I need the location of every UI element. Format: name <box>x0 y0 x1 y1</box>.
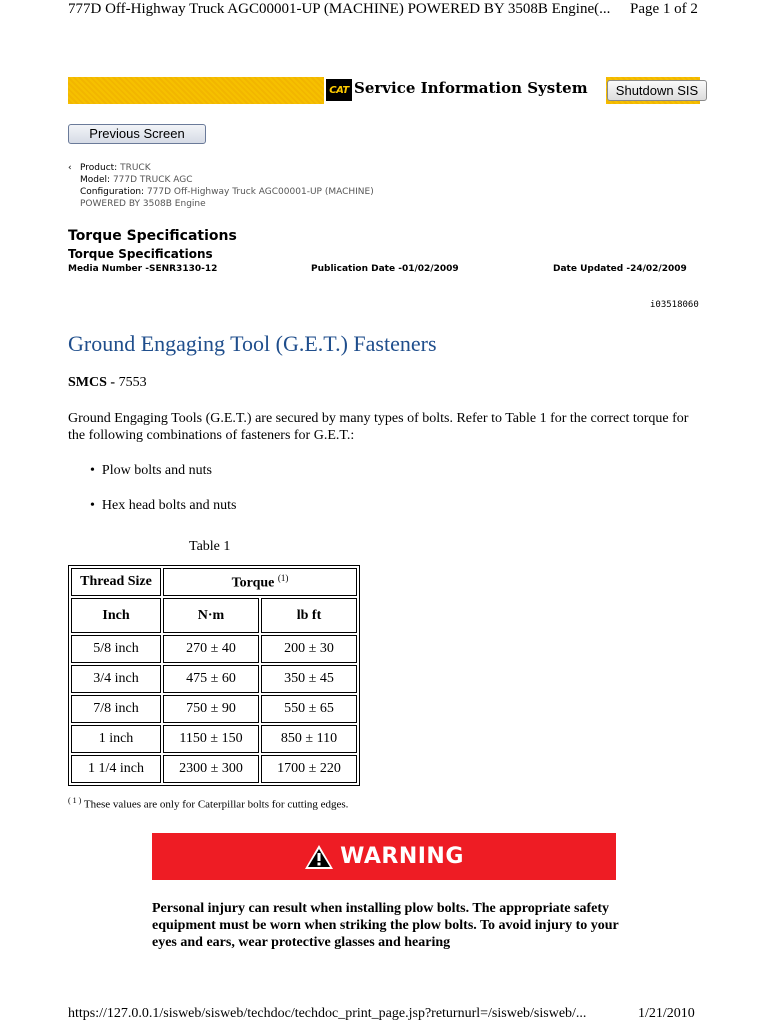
table-row <box>71 665 357 693</box>
table-caption: Table 1 <box>189 539 231 554</box>
cat-logo: CAT <box>326 79 352 101</box>
configuration-value-line2: POWERED BY 3508B Engine <box>80 199 206 209</box>
warning-text: Personal injury can result when installing plow bolts. The appropriate safety equipment must be worn when striking the plow bolts. To avoid injury to your eyes and ears, wear protective glasses and hearing <box>152 901 619 950</box>
cell-nm: 1150 ± 150 <box>163 725 259 753</box>
configuration-label: Configuration: <box>80 187 145 197</box>
table-footnote <box>68 796 348 811</box>
cell-size: 1 1/4 inch <box>71 755 161 783</box>
model-value: 777D TRUCK AGC <box>112 175 193 185</box>
footnote-text: These values are only for Caterpillar bolts for cutting edges. <box>83 798 349 811</box>
product-info <box>68 162 374 210</box>
date-updated: Date Updated -24/02/2009 <box>553 264 687 274</box>
table-row <box>71 755 357 783</box>
cell-lbft: 200 ± 30 <box>261 635 357 663</box>
print-footer-date: 1/21/2010 <box>638 1006 695 1021</box>
header-nm: N·m <box>163 598 259 633</box>
warning-banner <box>152 833 616 880</box>
bullet-item <box>90 498 236 514</box>
publication-date: Publication Date -01/02/2009 <box>311 264 459 274</box>
smcs-code <box>68 375 147 391</box>
bullet-icon: • <box>90 498 102 513</box>
cell-size: 3/4 inch <box>71 665 161 693</box>
chevron-left-icon[interactable]: ‹ <box>68 163 72 173</box>
cell-lbft: 550 ± 65 <box>261 695 357 723</box>
footnote-marker: ( 1 ) <box>68 796 82 805</box>
table-row <box>71 635 357 663</box>
cell-nm: 270 ± 40 <box>163 635 259 663</box>
bullet-text: Plow bolts and nuts <box>101 463 212 478</box>
spec-subheading: Torque Specifications <box>68 247 213 261</box>
cell-size: 1 inch <box>71 725 161 753</box>
spec-heading: Torque Specifications <box>68 228 237 244</box>
header-inch: Inch <box>71 598 161 633</box>
torque-table <box>68 565 360 786</box>
smcs-label: SMCS - <box>68 375 116 390</box>
bullet-icon: • <box>90 463 102 478</box>
cell-lbft: 850 ± 110 <box>261 725 357 753</box>
cell-nm: 2300 ± 300 <box>163 755 259 783</box>
product-label: Product: <box>80 163 118 173</box>
torque-footnote-ref: (1) <box>277 572 289 583</box>
media-number: Media Number -SENR3130-12 <box>68 264 218 274</box>
sis-title: Service Information System <box>354 79 588 97</box>
product-value: TRUCK <box>120 163 151 173</box>
cell-size: 7/8 inch <box>71 695 161 723</box>
document-id: i03518060 <box>650 300 699 310</box>
page-title: Ground Engaging Tool (G.E.T.) Fasteners <box>68 331 437 356</box>
print-header-page-number: Page 1 of 2 <box>630 1 698 17</box>
configuration-value: 777D Off-Highway Truck AGC00001-UP (MACHINE) <box>146 187 374 197</box>
intro-paragraph: Ground Engaging Tools (G.E.T.) are secured by many types of bolts. Refer to Table 1 for the correct torque for the following combinations of fasteners for G.E.T.: <box>68 411 689 443</box>
print-footer-url: https://127.0.0.1/sisweb/sisweb/techdoc/techdoc_print_page.jsp?returnurl=/sisweb/sisweb/... <box>68 1006 587 1021</box>
print-header-title: 777D Off-Highway Truck AGC00001-UP (MACHINE) POWERED BY 3508B Engine(... <box>68 1 611 17</box>
smcs-value: 7553 <box>118 375 147 390</box>
bullet-text: Hex head bolts and nuts <box>101 498 237 513</box>
bullet-item <box>90 463 212 479</box>
cell-lbft: 1700 ± 220 <box>261 755 357 783</box>
cell-nm: 475 ± 60 <box>163 665 259 693</box>
header-thread-size: Thread Size <box>71 568 161 596</box>
header-lbft: lb ft <box>261 598 357 633</box>
cell-lbft: 350 ± 45 <box>261 665 357 693</box>
cell-nm: 750 ± 90 <box>163 695 259 723</box>
warning-label: WARNING <box>340 844 464 869</box>
header-torque-label: Torque <box>231 575 275 591</box>
table-row <box>71 725 357 753</box>
header-torque <box>163 568 357 596</box>
warning-triangle-icon <box>304 843 334 871</box>
cell-size: 5/8 inch <box>71 635 161 663</box>
previous-screen-button[interactable]: Previous Screen <box>68 124 206 144</box>
shutdown-sis-button[interactable]: Shutdown SIS <box>607 80 707 101</box>
table-row <box>71 695 357 723</box>
model-label: Model: <box>80 175 111 185</box>
